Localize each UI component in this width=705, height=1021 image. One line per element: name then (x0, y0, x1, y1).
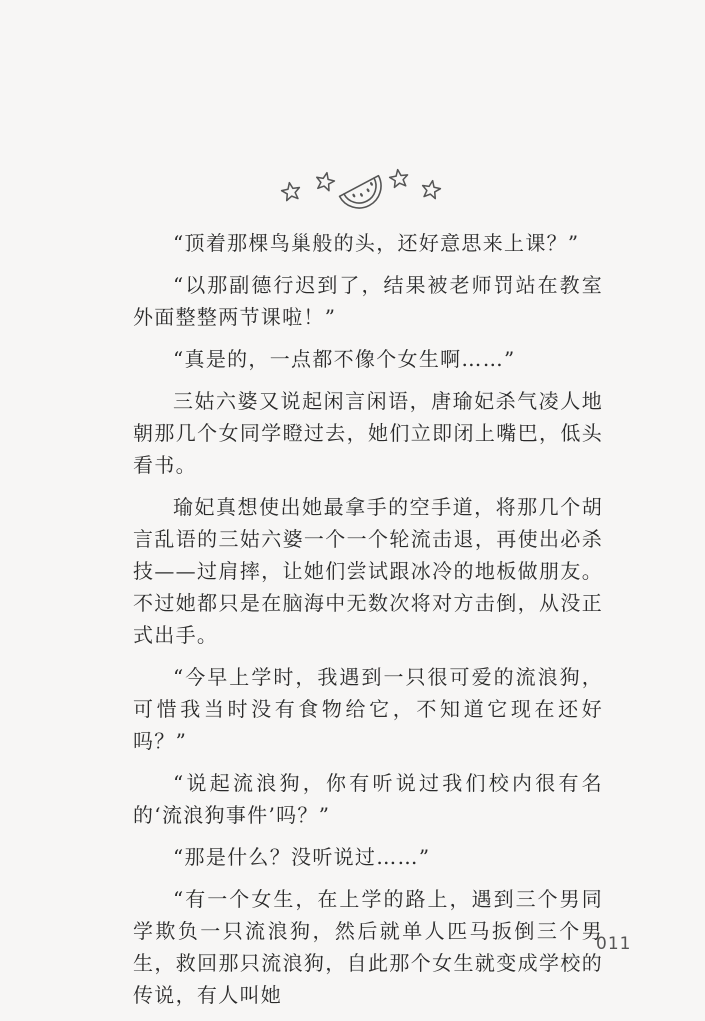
star-icon (389, 168, 409, 188)
star-icon (280, 181, 301, 201)
paragraph: “有一个女生，在上学的路上，遇到三个男同学欺负一只流浪狗，然后就单人匹马扳倒三个男生，救回那只流浪狗，自此那个女生就变成学校的传说，有人叫她 (133, 887, 603, 1007)
paragraph: “以那副德行迟到了，结果被老师罚站在教室外面整整两节课啦！” (133, 273, 603, 329)
paragraph: 三姑六婆又说起闲言闲语，唐瑜妃杀气凌人地朝那几个女同学瞪过去，她们立即闭上嘴巴，低头看书。 (133, 389, 603, 477)
watermelon-slice-icon (340, 176, 389, 212)
paragraph: “顶着那棵鸟巢般的头，还好意思来上课？” (173, 231, 580, 255)
paragraph: “那是什么？没听说过……” (173, 845, 431, 869)
star-icon (315, 171, 336, 192)
paragraph: “说起流浪狗，你有听说过我们校内很有名的‘流浪狗事件’吗？” (133, 771, 603, 827)
book-text-body (133, 227, 603, 1021)
star-icon (421, 179, 442, 199)
paragraph: 瑜妃真想使出她最拿手的空手道，将那几个胡言乱语的三姑六婆一个一个轮流击退，再使出必杀技——过肩摔，让她们尝试跟冰冷的地板做朋友。不过她都只是在脑海中无数次将对方击倒，从没正式出手。 (133, 495, 603, 647)
page-number: 011 (596, 934, 632, 954)
section-divider-ornament (275, 160, 450, 212)
ornament-graphic (275, 160, 450, 212)
paragraph: “真是的，一点都不像个女生啊……” (173, 347, 516, 371)
paragraph: “今早上学时，我遇到一只很可爱的流浪狗，可惜我当时没有食物给它，不知道它现在还好吗？” (133, 665, 603, 753)
